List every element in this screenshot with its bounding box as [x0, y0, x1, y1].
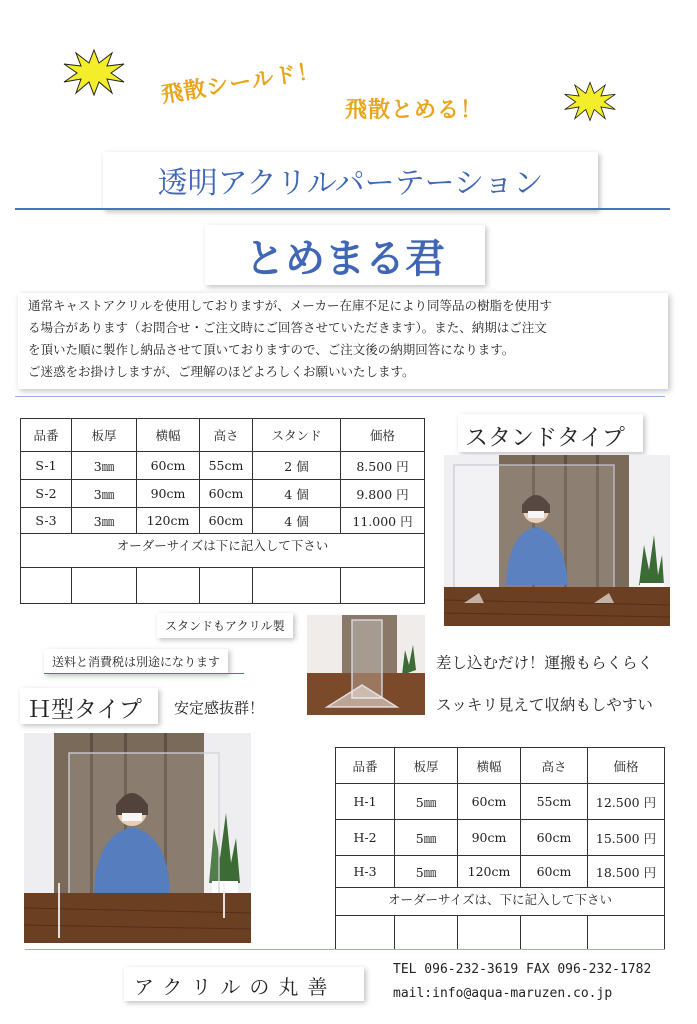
table-row — [21, 508, 425, 534]
table-header: 高さ — [200, 419, 253, 452]
table-cell: 90cm — [137, 480, 200, 508]
entry-cell[interactable] — [253, 568, 341, 604]
table-header: 品番 — [336, 748, 395, 784]
h-type-photo — [24, 733, 251, 943]
table-cell: 12.500 円 — [588, 784, 665, 820]
table-header: 板厚 — [72, 419, 137, 452]
table-cell: 2 個 — [253, 452, 341, 480]
h-type-sub-label: 安定感抜群！ — [174, 699, 265, 717]
table-row — [21, 452, 425, 480]
table-cell: 15.500 円 — [588, 820, 665, 856]
notice-box — [18, 293, 668, 389]
feature-1: 差し込むだけ！運搬もらくらく — [436, 654, 654, 672]
entry-cell[interactable] — [521, 916, 588, 950]
table-header: 板厚 — [395, 748, 458, 784]
table-cell: 120cm — [458, 856, 521, 888]
entry-cell[interactable] — [137, 568, 200, 604]
entry-cell[interactable] — [341, 568, 425, 604]
table-cell: 8.500 円 — [341, 452, 425, 480]
table-header: 横幅 — [458, 748, 521, 784]
table-row — [336, 856, 665, 888]
table-cell: H-2 — [336, 820, 395, 856]
entry-cell[interactable] — [200, 568, 253, 604]
table-header: 横幅 — [137, 419, 200, 452]
entry-cell[interactable] — [336, 916, 395, 950]
shipping-note-underline — [44, 673, 244, 674]
order-size-note: オーダーサイズは、下に記入して下さい — [336, 888, 665, 916]
table-cell: 5㎜ — [395, 784, 458, 820]
footer-divider — [25, 949, 665, 950]
table-cell: S-1 — [21, 452, 72, 480]
table-cell: 3㎜ — [72, 508, 137, 534]
table-cell: 9.800 円 — [341, 480, 425, 508]
table-cell: 5㎜ — [395, 820, 458, 856]
table-cell: 60cm — [137, 452, 200, 480]
table-row — [21, 480, 425, 508]
title-divider — [15, 208, 670, 210]
table-row — [336, 820, 665, 856]
table-cell: S-2 — [21, 480, 72, 508]
table-cell: 18.500 円 — [588, 856, 665, 888]
table-header: スタンド — [253, 419, 341, 452]
table-cell: 90cm — [458, 820, 521, 856]
table-cell: H-3 — [336, 856, 395, 888]
stand-photo-illustration — [444, 455, 670, 626]
starburst-right-icon — [563, 77, 617, 125]
notice-line-1: 通常キャストアクリルを使用しておりますが、メーカー在庫不足により同等品の樹脂を使用す — [28, 298, 553, 313]
table-cell: 60cm — [200, 480, 253, 508]
order-size-entry-row — [21, 568, 425, 604]
table-cell: 55cm — [200, 452, 253, 480]
stand-price-table — [20, 418, 425, 604]
stand-material-label: スタンドもアクリル製 — [157, 613, 293, 638]
order-size-note: オーダーサイズは下に記入して下さい — [21, 534, 425, 568]
stand-closeup-photo — [307, 615, 425, 715]
stand-closeup-illustration — [307, 615, 425, 715]
order-size-entry-row — [336, 916, 665, 950]
notice-divider — [15, 396, 665, 397]
table-cell: 4 個 — [253, 480, 341, 508]
notice-line-4: ご迷惑をお掛けしますが、ご理解のほどよろしくお願いいたします。 — [28, 364, 415, 379]
table-header: 高さ — [521, 748, 588, 784]
table-header: 品番 — [21, 419, 72, 452]
table-cell: 5㎜ — [395, 856, 458, 888]
h-price-table — [335, 747, 665, 950]
contact-tel-fax: TEL 096-232-3619 FAX 096-232-1782 — [393, 962, 652, 977]
entry-cell[interactable] — [21, 568, 72, 604]
notice-line-2: る場合があります（お問合せ・ご注文時にご回答させていただきます）。また、納期はご注文 — [28, 320, 547, 335]
contact-mail[interactable]: mail:info@aqua-maruzen.co.jp — [393, 986, 613, 1001]
entry-cell[interactable] — [72, 568, 137, 604]
shipping-note-label: 送料と消費税は別途になります — [44, 649, 228, 674]
table-cell: 120cm — [137, 508, 200, 534]
table-cell: 60cm — [521, 820, 588, 856]
product-name: とめまる君 — [245, 236, 445, 282]
feature-2: スッキリ見えて収納もしやすい — [436, 696, 653, 714]
table-cell: 3㎜ — [72, 452, 137, 480]
table-cell: 55cm — [521, 784, 588, 820]
entry-cell[interactable] — [395, 916, 458, 950]
table-cell: 60cm — [458, 784, 521, 820]
entry-cell[interactable] — [588, 916, 665, 950]
stand-type-photo — [444, 455, 670, 626]
table-cell: 60cm — [200, 508, 253, 534]
page-title: 透明アクリルパーテーション — [157, 166, 544, 201]
table-row — [336, 784, 665, 820]
notice-line-3: を頂いた順に製作し納品させて頂いておりますので、ご注文後の納期回答になります。 — [28, 342, 515, 357]
slogan-1: 飛散シールド！ — [159, 58, 322, 109]
entry-cell[interactable] — [458, 916, 521, 950]
table-cell: 60cm — [521, 856, 588, 888]
company-name: アクリルの丸善 — [134, 975, 337, 999]
table-cell: 4 個 — [253, 508, 341, 534]
slogan-2: 飛散とめる！ — [345, 98, 484, 123]
table-cell: S-3 — [21, 508, 72, 534]
table-header: 価格 — [341, 419, 425, 452]
starburst-left-icon — [62, 48, 126, 96]
h-type-label: Ｈ型タイプ — [28, 697, 142, 723]
table-header: 価格 — [588, 748, 665, 784]
table-cell: H-1 — [336, 784, 395, 820]
h-photo-illustration — [24, 733, 251, 943]
table-cell: 11.000 円 — [341, 508, 425, 534]
stand-type-label: スタンドタイプ — [465, 425, 625, 451]
table-cell: 3㎜ — [72, 480, 137, 508]
